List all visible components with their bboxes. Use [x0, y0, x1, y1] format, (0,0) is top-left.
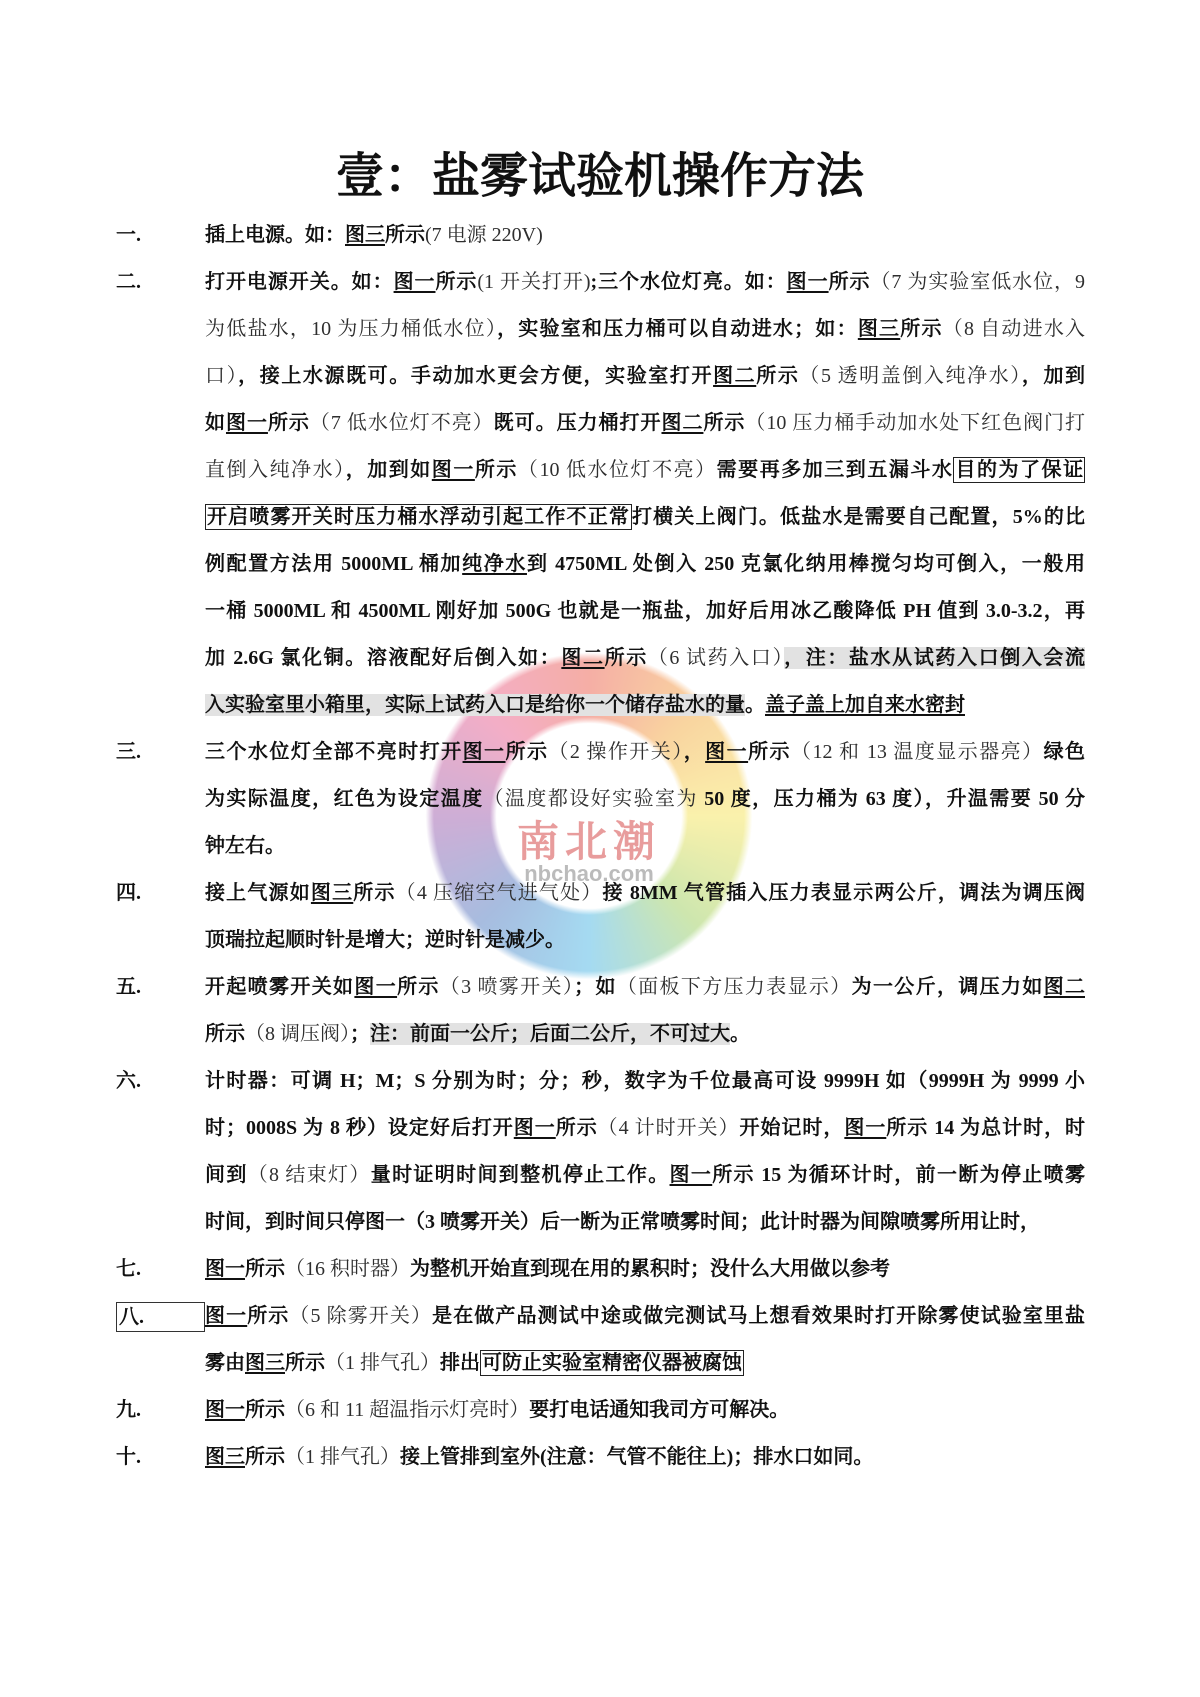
highlighted-note: 注：前面一公斤；后面二公斤，不可过大 [370, 1023, 730, 1045]
text-run: ，加到 [1021, 365, 1085, 387]
text-run: 间到 [205, 1164, 248, 1186]
figure-reference: 图一 [393, 271, 436, 293]
text-run: 所示 [748, 741, 792, 763]
item-number-cell [116, 212, 205, 259]
text-run: 所示 [703, 412, 746, 434]
text-run: ， [683, 741, 706, 763]
boxed-note: 目的为了保证 [955, 459, 1084, 481]
highlighted-note: ，注：盐水从试药入口倒入会流 [784, 647, 1085, 669]
item-number: 七. [116, 1258, 141, 1280]
figure-reference: 图二 [661, 412, 704, 434]
list-item [116, 729, 1085, 870]
text-line [205, 917, 1085, 964]
plain-text-run: （3 喷雾开关） [439, 976, 575, 998]
text-line [205, 1105, 1085, 1152]
text-line [205, 306, 1085, 353]
text-run: 加 2.6G 氯化铜。溶液配好后倒入如： [205, 647, 562, 669]
boxed-note: 可防止实验室精密仪器被腐蚀 [482, 1352, 742, 1374]
text-run: 接 8MM 气管插入压力表显示两公斤，调法为调压阀 [602, 882, 1085, 904]
plain-text-run: （7 为实验室低水位，9 [870, 271, 1085, 293]
item-text [205, 1058, 1085, 1246]
text-line [205, 729, 1085, 776]
text-run: 雾由 [205, 1352, 245, 1374]
text-run: 打横关上阀门。低盐水是需要自己配置，5%的比 [632, 506, 1085, 528]
figure-reference: 图一 [705, 741, 749, 763]
text-line [205, 1387, 1085, 1434]
plain-text-run: 为低盐水，10 为压力桶低水位） [205, 318, 498, 340]
plain-text-run: （8 结束灯） [247, 1164, 371, 1186]
figure-reference: 图三 [245, 1352, 285, 1374]
list-item [116, 1387, 1085, 1434]
list-item [116, 1434, 1085, 1481]
item-number: 五. [116, 976, 141, 998]
highlighted-note: 入实验室里小箱里，实际上试药入口是给你一个储存盐水的量 [205, 694, 745, 716]
text-line [205, 1293, 1085, 1340]
text-run: 所示 [245, 1258, 285, 1280]
plain-text-run: （8 自动进水入 [942, 318, 1085, 340]
text-run: 排出 [440, 1352, 480, 1374]
text-run: 所示 [247, 1305, 290, 1327]
figure-reference: 图一 [354, 976, 398, 998]
plain-text-run: （16 积时器） [285, 1258, 410, 1280]
plain-text-run: （10 低水位灯不亮） [517, 459, 717, 481]
figure-reference: 图一 [431, 459, 475, 481]
list-item [116, 1058, 1085, 1246]
plain-text-run: （5 透明盖倒入纯净水） [799, 365, 1022, 387]
text-line [205, 1058, 1085, 1105]
plain-text-run: 直倒入纯净水） [205, 459, 346, 481]
item-number-cell [116, 964, 205, 1011]
plain-text-run: (7 电源 220V) [425, 224, 543, 246]
text-run: 一桶 5000ML 和 4500ML 刚好加 500G 也就是一瓶盐，加好后用冰乙酸降低 PH 值到 3.0-3.2，再 [205, 600, 1085, 622]
plain-text-run: （4 计时开关） [597, 1117, 740, 1139]
text-line [205, 870, 1085, 917]
list-item [116, 1246, 1085, 1293]
text-line [205, 447, 1085, 494]
text-run: 时；0008S 为 8 秒）设定好后打开 [205, 1117, 514, 1139]
figure-reference: 纯净水 [462, 553, 527, 575]
text-run: 是在做产品测试中途或做完测试马上想看效果时打开除雾使试验室里盐 [432, 1305, 1085, 1327]
plain-text-run: 口） [205, 365, 239, 387]
text-run: 接上气源如 [205, 882, 311, 904]
item-number-cell [116, 1246, 205, 1293]
text-run: 顶瑞拉起顺时针是增大；逆时针是减少。 [205, 929, 565, 951]
item-number-cell [116, 729, 205, 776]
text-run: 所示 [385, 224, 425, 246]
text-run: 为一公斤，调压力如 [851, 976, 1044, 998]
item-number: 八. [116, 1302, 205, 1332]
text-run: 打开电源开关。如： [205, 271, 394, 293]
item-text [205, 870, 1085, 964]
boxed-note: 开启喷雾开关时压力桶水浮动引起工作不正常 [207, 506, 630, 528]
figure-reference: 图一 [462, 741, 506, 763]
text-line [205, 776, 1085, 823]
text-run: 开起喷雾开关如 [205, 976, 355, 998]
item-number-cell [116, 1434, 205, 1481]
text-line [205, 212, 1085, 259]
text-run: 到 4750ML 处倒入 250 克氯化纳用棒搅匀均可倒入，一般用 [526, 553, 1085, 575]
text-run: 所示 [353, 882, 396, 904]
text-run: 开始记时， [739, 1117, 845, 1139]
text-run: 所示 [505, 741, 549, 763]
text-line [205, 635, 1085, 682]
text-run: 如 [205, 412, 226, 434]
text-line [205, 1011, 1085, 1058]
list-item [116, 964, 1085, 1058]
figure-reference: 图一 [205, 1258, 245, 1280]
text-line [205, 964, 1085, 1011]
text-run: 要打电话通知我司方可解决。 [529, 1399, 790, 1421]
item-number: 一. [116, 224, 141, 246]
item-text [205, 259, 1085, 729]
text-line [205, 541, 1085, 588]
list-item [116, 259, 1085, 729]
plain-text-run: （6 和 11 超温指示灯亮时） [285, 1399, 530, 1421]
plain-text-run: （12 和 13 温度显示器亮） [791, 741, 1044, 763]
item-text [205, 1293, 1085, 1387]
text-run: 所示 [285, 1352, 325, 1374]
item-number: 二. [116, 271, 141, 293]
figure-reference: 图一 [844, 1117, 887, 1139]
plain-text-run: （10 压力桶手动加水处下红色阀门打 [745, 412, 1085, 434]
item-number: 四. [116, 882, 141, 904]
text-run: 接上管排到室外(注意：气管不能往上)；排水口如同。 [400, 1446, 874, 1468]
text-run: 所示 [435, 271, 478, 293]
instruction-list [116, 212, 1085, 1481]
text-line [205, 494, 1085, 541]
plain-text-run: （面板下方压力表显示） [616, 976, 852, 998]
item-number: 三. [116, 741, 141, 763]
text-line [205, 400, 1085, 447]
text-run: 量时证明时间到整机停止工作。 [370, 1164, 670, 1186]
figure-reference: 图一 [513, 1117, 556, 1139]
item-number-cell [116, 1293, 205, 1340]
text-run: 为实际温度，红色为设定温度 [205, 788, 484, 810]
figure-reference: 图一 [225, 412, 268, 434]
text-line [205, 259, 1085, 306]
figure-reference: 图一 [669, 1164, 713, 1186]
text-run: 既可。压力桶打开 [493, 412, 662, 434]
figure-reference: 图二 [561, 647, 605, 669]
plain-text-run: （2 操作开关） [548, 741, 684, 763]
text-run: ;三个水位灯亮。如： [590, 271, 787, 293]
figure-reference: 盖子盖上加自来水密封 [765, 694, 965, 716]
item-number-cell [116, 1387, 205, 1434]
item-number-cell [116, 870, 205, 917]
figure-reference: 图一 [205, 1399, 245, 1421]
plain-text-run: (1 开关打开) [477, 271, 591, 293]
text-run: 绿色 [1043, 741, 1085, 763]
plain-text-run: （1 排气孔） [325, 1352, 440, 1374]
text-run: 所示 [245, 1399, 285, 1421]
text-line [205, 353, 1085, 400]
plain-text-run: （6 试药入口） [647, 647, 785, 669]
text-run: ，接上水源既可。手动加水更会方便，实验室打开 [238, 365, 714, 387]
text-run: 所示 14 为总计时，时 [886, 1117, 1085, 1139]
text-run: 。 [745, 694, 765, 716]
text-run: 所示 [474, 459, 518, 481]
text-run: 。 [730, 1023, 750, 1045]
text-run: 计时器：可调 H；M；S 分别为时；分；秒，数字为千位最高可设 9999H 如（9999H 为 9999 小 [205, 1070, 1085, 1092]
text-run: 所示 [900, 318, 943, 340]
plain-text-run: （8 调压阀） [245, 1023, 350, 1045]
figure-reference: 图一 [205, 1305, 248, 1327]
watermark-domain: nbchao.com [524, 861, 654, 886]
item-number: 十. [116, 1446, 141, 1468]
list-item [116, 212, 1085, 259]
text-run: 所示 [267, 412, 310, 434]
text-run: ，加到如 [345, 459, 432, 481]
plain-text-run: （5 除雾开关） [289, 1305, 433, 1327]
text-run: 所示 [604, 647, 648, 669]
text-line [205, 682, 1085, 729]
item-number: 九. [116, 1399, 141, 1421]
text-run: 为整机开始直到现在用的累积时；没什么大用做以参考 [410, 1258, 890, 1280]
figure-reference: 图二 [1043, 976, 1085, 998]
document-title: 壹：盐雾试验机操作方法 [335, 150, 864, 203]
text-run: ，实验室和压力桶可以自动进水；如： [497, 318, 858, 340]
figure-reference: 图三 [205, 1446, 245, 1468]
text-run: ； [350, 1023, 370, 1045]
text-line [205, 823, 1085, 870]
item-text [205, 1434, 1085, 1481]
text-line [205, 1434, 1085, 1481]
text-line [205, 1340, 1085, 1387]
plain-text-run: （7 低水位灯不亮） [309, 412, 494, 434]
plain-text-run: （4 压缩空气进气处） [395, 882, 603, 904]
text-run: 三个水位灯全部不亮时打开 [205, 741, 463, 763]
text-run: 所示 [245, 1446, 285, 1468]
plain-text-run: （温度都设好实验室为 [483, 788, 698, 810]
text-run: 需要再多加三到五漏斗水 [716, 459, 954, 481]
figure-reference: 图一 [786, 271, 829, 293]
list-item [116, 1293, 1085, 1387]
text-run: 所示 [397, 976, 440, 998]
list-item [116, 870, 1085, 964]
figure-reference: 图三 [345, 224, 385, 246]
text-run: 所示 15 为循环计时，前一断为停止喷雾 [712, 1164, 1085, 1186]
text-run: 所示 [205, 1023, 245, 1045]
text-line [205, 1199, 1085, 1246]
plain-text-run: （1 排气孔） [285, 1446, 400, 1468]
item-number-cell [116, 259, 205, 306]
item-text [205, 964, 1085, 1058]
text-run: 所示 [555, 1117, 598, 1139]
text-line [205, 1152, 1085, 1199]
text-line [205, 588, 1085, 635]
item-text [205, 1246, 1085, 1293]
item-text [205, 212, 1085, 259]
figure-reference: 图三 [310, 882, 354, 904]
item-text [205, 729, 1085, 870]
figure-reference: 图三 [857, 318, 901, 340]
text-run: 50 度，压力桶为 63 度），升温需要 50 分 [697, 788, 1085, 810]
text-run: 时间，到时间只停图一（3 喷雾开关）后一断为正常喷雾时间；此计时器为间隙喷雾所用让时， [205, 1211, 1040, 1233]
text-run: 钟左右。 [205, 835, 285, 857]
text-run: ；如 [574, 976, 617, 998]
text-line [205, 1246, 1085, 1293]
text-run: 例配置方法用 5000ML 桶加 [205, 553, 463, 575]
item-number: 六. [116, 1070, 141, 1092]
text-run: 所示 [828, 271, 871, 293]
item-text [205, 1387, 1085, 1434]
item-number-cell [116, 1058, 205, 1105]
text-run: 插上电源。如： [205, 224, 345, 246]
text-run: 所示 [756, 365, 800, 387]
watermark-brand: 南北潮 [516, 820, 662, 866]
figure-reference: 图二 [713, 365, 757, 387]
